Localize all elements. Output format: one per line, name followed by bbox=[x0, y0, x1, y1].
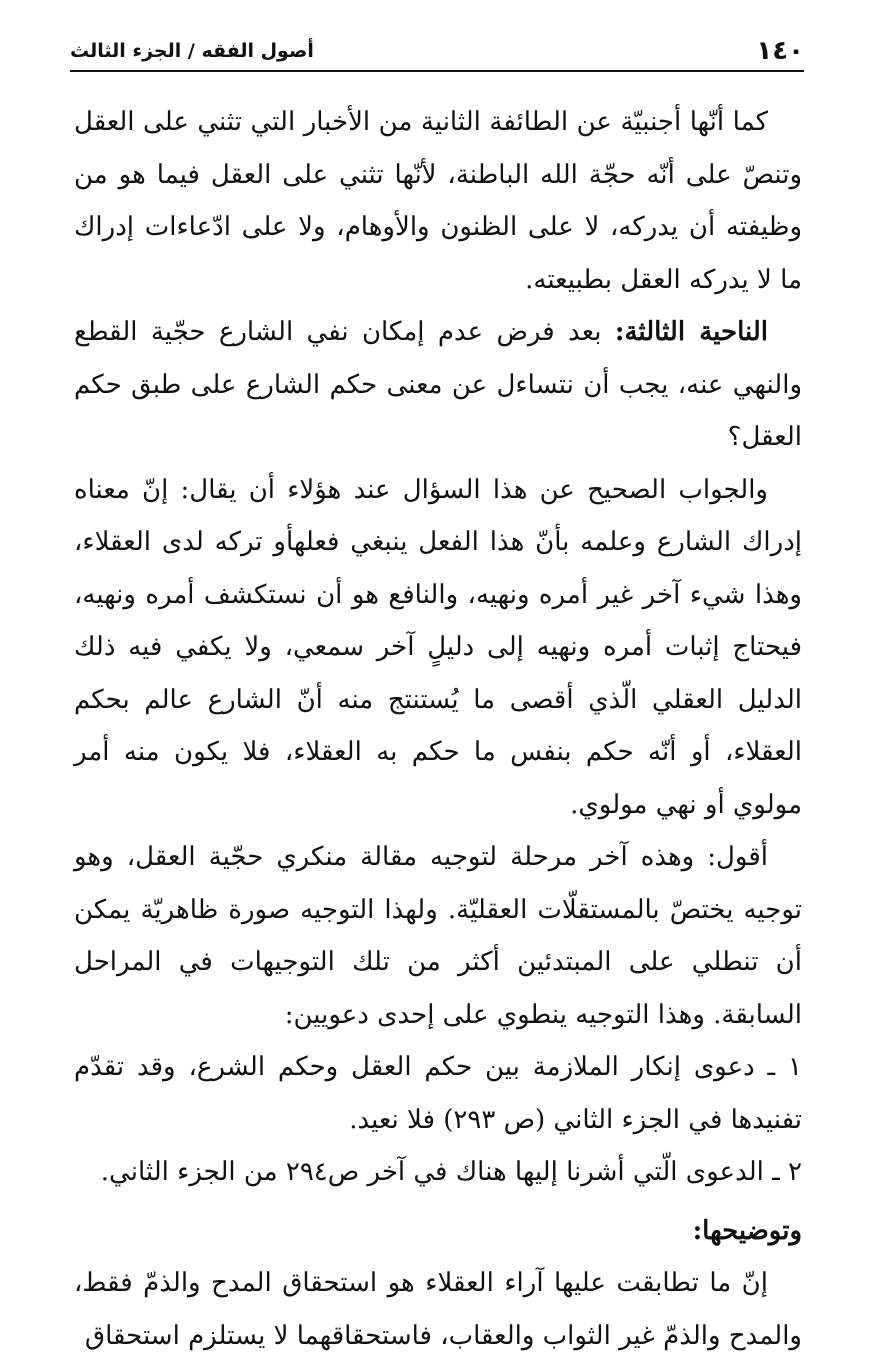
paragraph-text: بعد فرض عدم إمكان نفي الشارع حجّية القطع والنهي عنه، يجب أن نتساءل عن معنى حكم الشارع على طبق حكم العقل؟ bbox=[74, 317, 802, 452]
running-title: أصول الفقه / الجزء الثالث bbox=[70, 40, 314, 62]
page-number: ١٤٠ bbox=[756, 36, 804, 66]
page-header bbox=[70, 30, 804, 72]
list-item: ٢ ـ الدعوى الّتي أشرنا إليها هناك في آخر ص٢٩٤ من الجزء الثاني. bbox=[100, 1157, 802, 1187]
paragraph: أقول: وهذه آخر مرحلة لتوجيه مقالة منكري حجّية العقل، وهو توجيه يختصّ بالمستقلّات العقليّة. ولهذا التوجيه صورة ظاهريّة يمكن أن تنطلي على المبتدئين أكثر من تلك التوجيهات في المراحل السابقة. وهذا التوجيه ينطوي على إحدى دعويين: bbox=[74, 842, 802, 1030]
paragraph: والجواب الصحيح عن هذا السؤال عند هؤلاء أن يقال: إنّ معناه إدراك الشارع وعلمه بأنّ هذا الفعل ينبغي فعلهأو تركه لدى العقلاء، وهذا شيء آخر غير أمره ونهيه، والنافع هو أن نستكشف أمره ونهيه، فيحتاج إثبات أمره ونهيه إلى دليلٍ آخر سمعي، ولا يكفي فيه ذلك الدليل العقلي الّذي أقصى ما يُستنتج منه أنّ الشارع عالم بحكم العقلاء، أو أنّه حكم بنفس ما حكم به العقلاء، فلا يكون منه أمر مولوي أو نهي مولوي. bbox=[74, 474, 802, 820]
page-body bbox=[74, 96, 802, 1362]
section-heading: وتوضيحها: bbox=[692, 1215, 802, 1246]
paragraph-lead: الناحية الثالثة: bbox=[614, 317, 769, 347]
list-item: ١ ـ دعوى إنكار الملازمة بين حكم العقل وحكم الشرع، وقد تقدّم تفنيدها في الجزء الثاني (ص ٢٩٣) فلا نعيد. bbox=[74, 1052, 802, 1135]
paragraph: إنّ ما تطابقت عليها آراء العقلاء هو استحقاق المدح والذمّ فقط، والمدح والذمّ غير الثواب والعقاب، فاستحقاقهما لا يستلزم استحقاق bbox=[74, 1268, 802, 1351]
paragraph bbox=[74, 306, 802, 464]
paragraph: كما أنّها أجنبيّة عن الطائفة الثانية من الأخبار التي تثني على العقل وتنصّ على أنّه حجّة الله الباطنة، لأنّها تثني على العقل فيما هو من وظيفته أن يدركه، لا على الظنون والأوهام، ولا على ادّعاءات إدراك ما لا يدركه العقل بطبيعته. bbox=[74, 107, 802, 295]
